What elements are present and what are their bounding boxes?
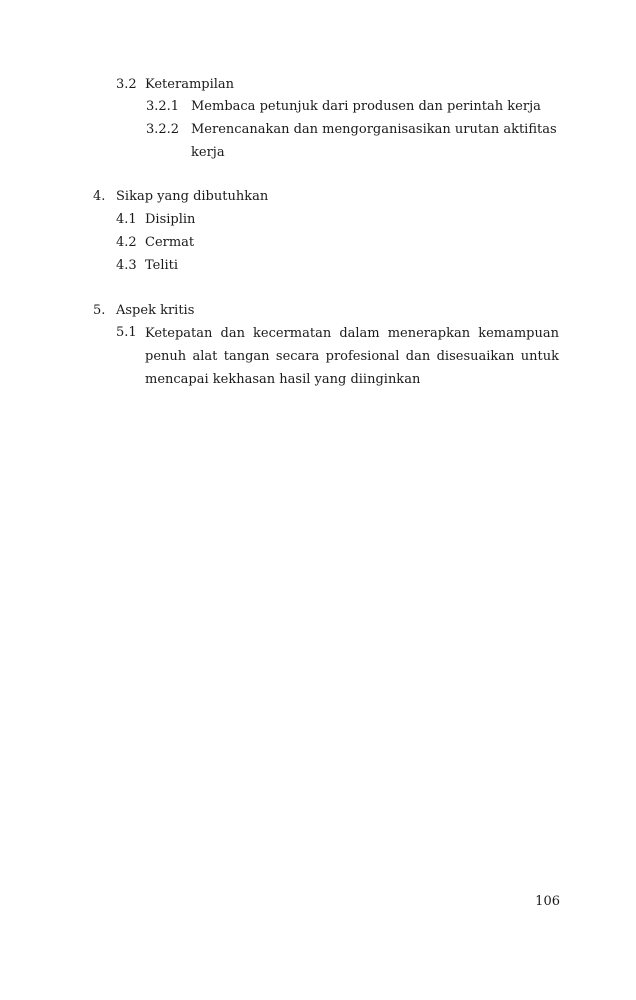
subsection-number: 3.2 — [116, 77, 137, 92]
section-title: Sikap yang dibutuhkan — [116, 189, 269, 204]
page-number: 106 — [535, 894, 560, 909]
subsection-title: Keterampilan — [145, 77, 235, 92]
item-text-line-1: Merencanakan dan mengorganisasikan urutan aktifitas — [191, 122, 557, 137]
item-text: Membaca petunjuk dari produsen dan perintah kerja — [191, 99, 541, 114]
section-number: 5. — [93, 303, 106, 318]
item-number: 4.3 — [116, 258, 137, 273]
item-text-line-2: kerja — [191, 145, 225, 160]
section-title: Aspek kritis — [116, 303, 195, 318]
item-number: 5.1 — [116, 325, 137, 340]
item-text: Cermat — [145, 235, 195, 250]
item-number: 3.2.1 — [146, 99, 180, 114]
item-number: 3.2.2 — [146, 122, 180, 137]
item-5-1-text: Ketepatan dan kecermatan dalam menerapkan kemampuan penuh alat tangan secara profesional dan disesuaikan untuk mencapai kekhasan hasil yang diinginkan — [145, 326, 559, 387]
item-text: Disiplin — [145, 212, 196, 227]
item-number: 4.2 — [116, 235, 137, 250]
item-text: Teliti — [145, 258, 179, 273]
section-number: 4. — [93, 189, 106, 204]
item-number: 4.1 — [116, 212, 137, 227]
